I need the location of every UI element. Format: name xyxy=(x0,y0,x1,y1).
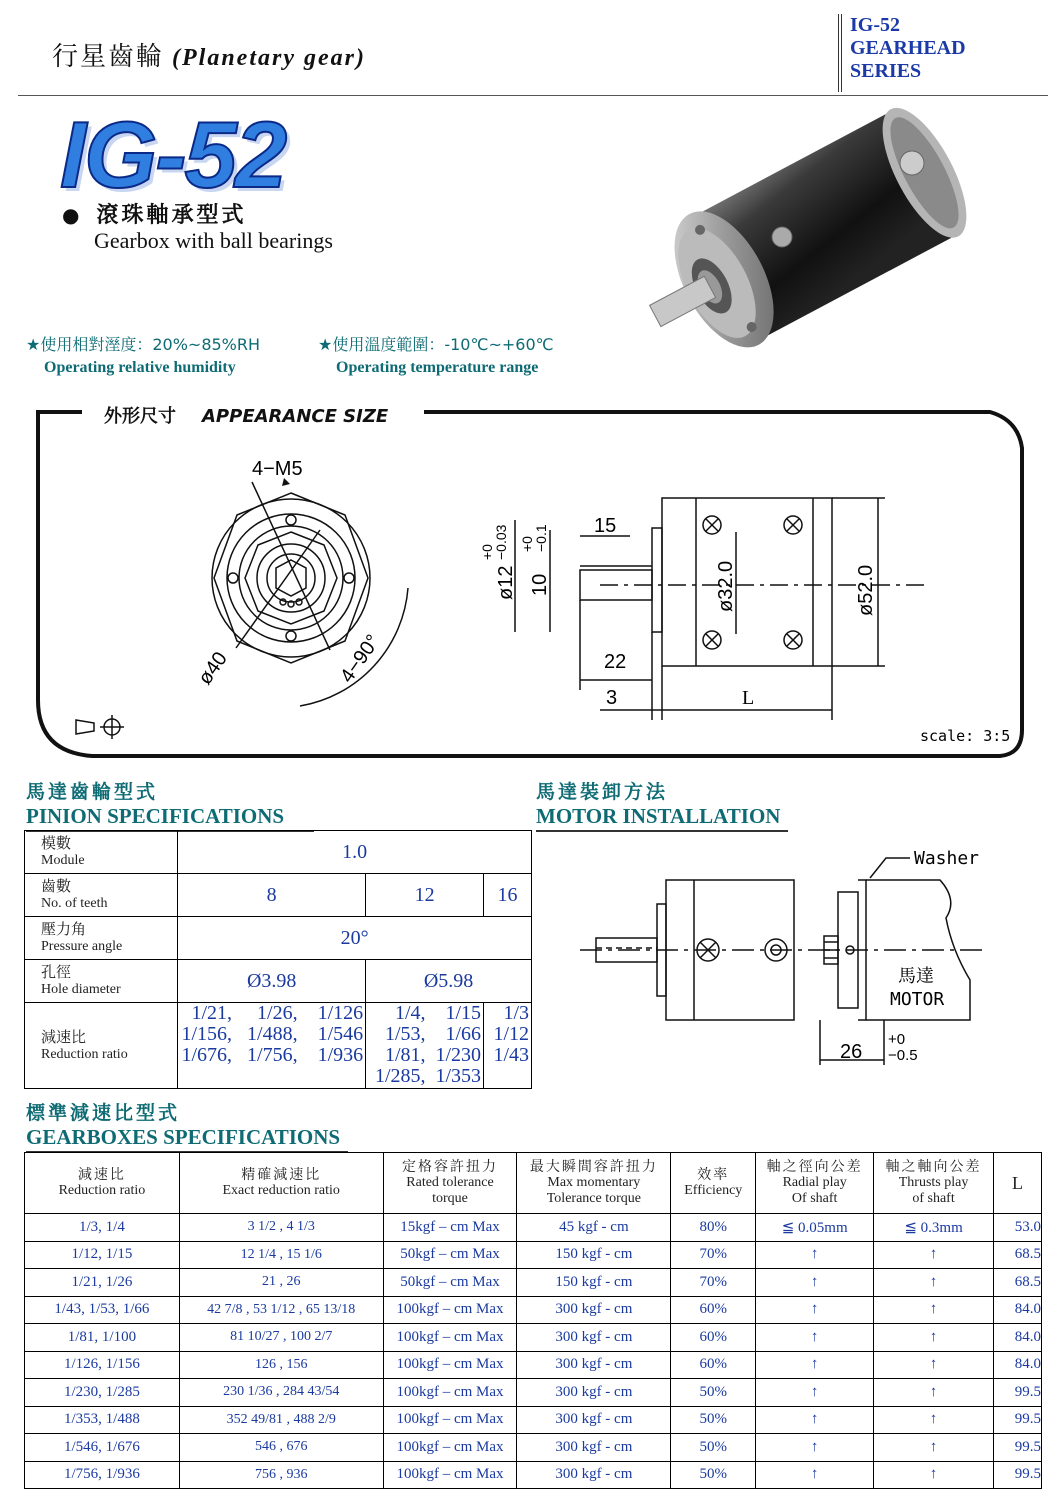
table-cell: 45 kgf - cm xyxy=(517,1214,671,1242)
table-cell: ↑ xyxy=(756,1324,874,1352)
table-cell: 84.0 xyxy=(993,1324,1041,1352)
table-cell: ↑ xyxy=(756,1461,874,1489)
table-body xyxy=(25,1214,1042,1489)
table-cell: 84.0 xyxy=(993,1351,1041,1379)
table-cell: 100kgf – cm Max xyxy=(383,1379,517,1407)
appearance-title: 外形尺寸 APPEARANCE SIZE xyxy=(94,402,398,428)
table-row xyxy=(25,1379,1042,1407)
table-row xyxy=(25,1434,1042,1462)
table-cell: ≦ 0.05mm xyxy=(756,1214,874,1242)
table-cell: ↑ xyxy=(874,1351,994,1379)
table-cell: 50% xyxy=(671,1434,756,1462)
dim-length: L xyxy=(742,687,755,709)
table-cell: 15kgf – cm Max xyxy=(383,1214,517,1242)
table-cell: ↑ xyxy=(756,1406,874,1434)
bullet-icon: ● xyxy=(62,203,83,227)
column-header: 軸之軸向公差 Thrusts play of shaft xyxy=(874,1153,994,1214)
table-cell: ↑ xyxy=(756,1434,874,1462)
dim-screw: 4−M5 xyxy=(252,458,303,480)
table-cell: 300 kgf - cm xyxy=(517,1296,671,1324)
table-cell: 50kgf – cm Max xyxy=(383,1269,517,1297)
gearboxes-section-title: 標準減速比型式 GEARBOXES SPECIFICATIONS xyxy=(26,1098,348,1153)
projection-symbol-icon xyxy=(76,715,124,739)
table-cell: ↑ xyxy=(874,1379,994,1407)
scale-label: scale: 3:5 xyxy=(920,727,1011,745)
column-header: 精確減速比 Exact reduction ratio xyxy=(179,1153,383,1214)
dim-shaft-len: 22 xyxy=(604,651,627,673)
table-cell: 1/43, 1/53, 1/66 xyxy=(25,1296,180,1324)
installation-drawing xyxy=(580,840,1000,1070)
table-cell: 300 kgf - cm xyxy=(517,1406,671,1434)
front-view-drawing xyxy=(212,482,408,706)
table-cell: 99.5 xyxy=(993,1406,1041,1434)
table-row xyxy=(25,1214,1042,1242)
table-cell: 1/81, 1/100 xyxy=(25,1324,180,1352)
table-cell: 99.5 xyxy=(993,1434,1041,1462)
table-cell: 230 1/36 , 284 43/54 xyxy=(179,1379,383,1407)
table-cell: ↑ xyxy=(874,1461,994,1489)
table-cell: 3 1/2 , 4 1/3 xyxy=(179,1214,383,1242)
table-cell: 53.0 xyxy=(993,1214,1041,1242)
table-row: 減速比 Reduction ratio 1/21, 1/26, 1/126 1/156, 1/488, 1/546 1/676, 1/756, 1/936 1/4, 1/15 1/53, 1/66 1/81, 1/230 1/285, 1/353 1/3 1/12 1/43 xyxy=(25,1003,532,1089)
table-cell: ↑ xyxy=(874,1324,994,1352)
table-cell: 756 , 936 xyxy=(179,1461,383,1489)
table-cell: 50kgf – cm Max xyxy=(383,1241,517,1269)
dim-shaft-tol-lower: −0.03 xyxy=(493,524,509,560)
table-cell: 150 kgf - cm xyxy=(517,1269,671,1297)
table-cell: 12 1/4 , 15 1/6 xyxy=(179,1241,383,1269)
install-tol-upper: +0 xyxy=(888,1031,906,1048)
table-cell: ↑ xyxy=(756,1241,874,1269)
table-row: 模數 Module 1.0 xyxy=(25,831,532,874)
table-cell: 1/230, 1/285 xyxy=(25,1379,180,1407)
column-header: 減速比 Reduction ratio xyxy=(25,1153,180,1214)
table-row: 壓力角 Pressure angle 20° xyxy=(25,917,532,960)
table-cell: 352 49/81 , 488 2/9 xyxy=(179,1406,383,1434)
dim-angle: 4−90° xyxy=(336,630,385,687)
table-cell: 99.5 xyxy=(993,1461,1041,1489)
table-cell: 80% xyxy=(671,1214,756,1242)
table-row xyxy=(25,1461,1042,1489)
table-cell: ↑ xyxy=(874,1434,994,1462)
table-cell: 60% xyxy=(671,1351,756,1379)
column-header: 軸之徑向公差 Radial play Of shaft xyxy=(756,1153,874,1214)
dim-body: ø52.0 xyxy=(855,564,877,616)
table-cell: 70% xyxy=(671,1269,756,1297)
table-cell: ↑ xyxy=(874,1269,994,1297)
table-row xyxy=(25,1324,1042,1352)
table-cell: 68.5 xyxy=(993,1241,1041,1269)
table-row xyxy=(25,1406,1042,1434)
table-cell: 1/756, 1/936 xyxy=(25,1461,180,1489)
dim-shaft-dia: ø12 xyxy=(495,565,517,600)
dim-flat-tol-lower: −0.1 xyxy=(533,524,549,552)
table-cell: 68.5 xyxy=(993,1269,1041,1297)
table-cell: 70% xyxy=(671,1241,756,1269)
installation-section-title: 馬達裝卸方法 MOTOR INSTALLATION xyxy=(536,777,788,832)
table-cell: 1/21, 1/26 xyxy=(25,1269,180,1297)
table-row xyxy=(25,1241,1042,1269)
motor-label-cn: 馬達 xyxy=(898,966,934,987)
washer-label: Washer xyxy=(914,848,980,869)
table-cell: 21 , 26 xyxy=(179,1269,383,1297)
table-cell: 300 kgf - cm xyxy=(517,1461,671,1489)
table-cell: 60% xyxy=(671,1296,756,1324)
table-cell: ↑ xyxy=(756,1379,874,1407)
table-cell: 99.5 xyxy=(993,1379,1041,1407)
table-cell: 50% xyxy=(671,1461,756,1489)
table-cell: 100kgf – cm Max xyxy=(383,1296,517,1324)
table-cell: 60% xyxy=(671,1324,756,1352)
table-cell: ↑ xyxy=(756,1351,874,1379)
dim-shaft-tol-upper: +0 xyxy=(479,544,495,560)
table-header-row xyxy=(25,1153,1042,1214)
table-cell: 300 kgf - cm xyxy=(517,1379,671,1407)
table-cell: 1/3, 1/4 xyxy=(25,1214,180,1242)
table-cell: 546 , 676 xyxy=(179,1434,383,1462)
dim-bolt-circle: ø40 xyxy=(194,648,232,689)
table-cell: ↑ xyxy=(874,1241,994,1269)
table-cell: 50% xyxy=(671,1406,756,1434)
table-row xyxy=(25,1269,1042,1297)
page-title: 行星齒輪 (Planetary gear) xyxy=(52,42,366,72)
table-cell: ↑ xyxy=(874,1406,994,1434)
dim-flat-tol-upper: +0 xyxy=(519,536,535,552)
table-cell: ↑ xyxy=(874,1296,994,1324)
table-cell: 300 kgf - cm xyxy=(517,1324,671,1352)
table-row xyxy=(25,1351,1042,1379)
table-cell: 1/353, 1/488 xyxy=(25,1406,180,1434)
install-tol-lower: −0.5 xyxy=(888,1047,918,1064)
series-label: IG-52 GEARHEAD SERIES xyxy=(838,14,966,92)
column-header: L xyxy=(993,1153,1041,1214)
motor-label-en: MOTOR xyxy=(890,989,945,1010)
table-cell: 42 7/8 , 53 1/12 , 65 13/18 xyxy=(179,1296,383,1324)
dim-pilot: ø32.0 xyxy=(715,560,737,612)
table-cell: 1/126, 1/156 xyxy=(25,1351,180,1379)
pinion-section-title: 馬達齒輪型式 PINION SPECIFICATIONS xyxy=(26,777,314,832)
table-cell: 1/12, 1/15 xyxy=(25,1241,180,1269)
product-logo: IG-52 xyxy=(60,102,286,207)
install-dim: 26 xyxy=(840,1041,863,1063)
table-row xyxy=(25,1296,1042,1324)
table-cell: 50% xyxy=(671,1379,756,1407)
table-cell: 300 kgf - cm xyxy=(517,1434,671,1462)
pinion-spec-table xyxy=(24,830,532,1089)
table-cell: 150 kgf - cm xyxy=(517,1241,671,1269)
column-header: 效率 Efficiency xyxy=(671,1153,756,1214)
table-cell: ↑ xyxy=(756,1296,874,1324)
table-cell: 100kgf – cm Max xyxy=(383,1351,517,1379)
table-cell: 126 , 156 xyxy=(179,1351,383,1379)
table-cell: 100kgf – cm Max xyxy=(383,1434,517,1462)
column-header: 最大瞬間容許扭力 Max momentary Tolerance torque xyxy=(517,1153,671,1214)
table-cell: 1/546, 1/676 xyxy=(25,1434,180,1462)
dim-pilot-len: 3 xyxy=(606,687,618,709)
table-row: 齒數 No. of teeth 8 12 16 xyxy=(25,874,532,917)
humidity-spec: ★使用相對溼度：20%~85%RH Operating relative humidity xyxy=(26,335,261,376)
temperature-spec: ★使用溫度範圍：-10℃~+60℃ Operating temperature range xyxy=(318,335,554,376)
table-cell: 100kgf – cm Max xyxy=(383,1461,517,1489)
bearing-type-en: Gearbox with ball bearings xyxy=(94,228,333,253)
dim-flat: 10 xyxy=(529,573,551,596)
table-cell: ≦ 0.3mm xyxy=(874,1214,994,1242)
table-row: 孔徑 Hole diameter Ø3.98 Ø5.98 xyxy=(25,960,532,1003)
table-cell: 84.0 xyxy=(993,1296,1041,1324)
column-header: 定格容許扭力 Rated tolerance torque xyxy=(383,1153,517,1214)
dim-flat-len: 15 xyxy=(594,515,617,537)
table-cell: 100kgf – cm Max xyxy=(383,1324,517,1352)
table-cell: 81 10/27 , 100 2/7 xyxy=(179,1324,383,1352)
table-cell: ↑ xyxy=(756,1269,874,1297)
table-cell: 300 kgf - cm xyxy=(517,1351,671,1379)
bearing-type-cn: ● 滾珠軸承型式 xyxy=(62,203,247,228)
table-cell: 100kgf – cm Max xyxy=(383,1406,517,1434)
gearbox-spec-table xyxy=(24,1152,1042,1489)
